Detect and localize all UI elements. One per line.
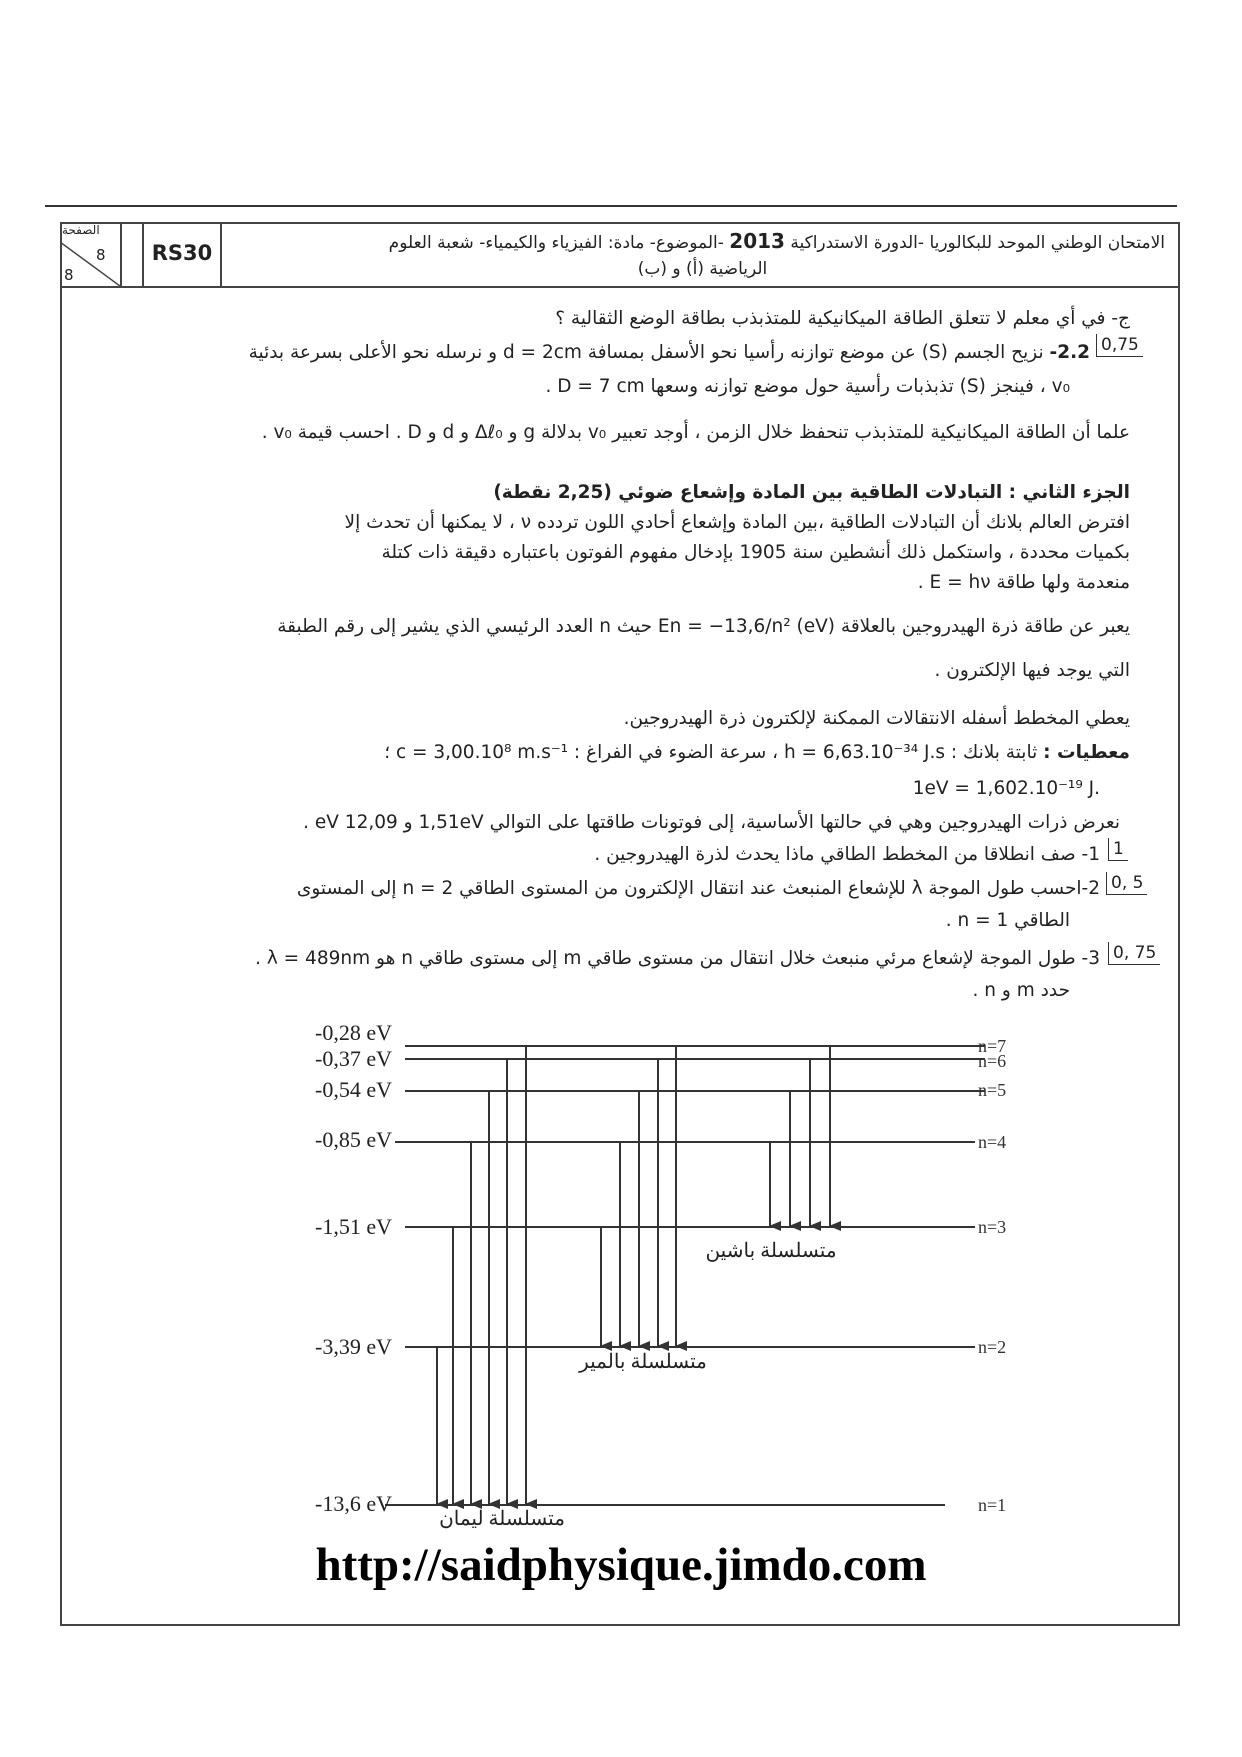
level-label-n6: n=6 xyxy=(978,1051,1007,1071)
header-line2: الرياضية (أ) و (ب) xyxy=(637,259,768,279)
series-label-n3: متسلسلة باشين xyxy=(705,1240,837,1262)
energy-relation: يعبر عن طاقة ذرة الهيدروجين بالعلاقة En = −13,6/n² (eV) حيث n العدد الرئيسي الذي يشير إلى رقم الطبقة xyxy=(277,616,1130,637)
q3-line2: حدد m و n . xyxy=(972,980,1070,1001)
level-label-n5: n=5 xyxy=(978,1080,1007,1100)
level-label-n7: n=7 xyxy=(978,1036,1007,1056)
q2-line2: الطاقي n = 1 . xyxy=(945,910,1070,931)
intro-line2: بكميات محددة ، واستكمل ذلك أنشطين سنة 1905 بإدخال مفهوم الفوتون باعتباره دقيقة ذات كتلة xyxy=(381,542,1130,563)
intro-line1: افترض العالم بلانك أن التبادلات الطاقية ،بين المادة وإشعاع أحادي اللون تردده ν ، لا يمكنها أن تحدث إلا xyxy=(344,512,1130,533)
footer-url[interactable]: http://saidphysique.jimdo.com xyxy=(315,1539,927,1591)
q3-line1: 3- طول الموجة لإشعاع مرئي منبعث خلال انتقال من مستوى طاقي m إلى مستوى طاقي n هو λ = 489nm . xyxy=(255,948,1100,969)
q22-number: 2.2- xyxy=(1049,342,1090,363)
energy-label-n5: -0,54 eV xyxy=(315,1077,392,1102)
energy-label-n3: -1,51 eV xyxy=(315,1214,392,1239)
energy-label-n7: -0,28 eV xyxy=(315,1020,392,1045)
expose-statement: نعرض ذرات الهيدروجين وهي في حالتها الأساسية، إلى فوتونات طاقتها على التوالي 1,51eV و 12,09 eV . xyxy=(303,812,1120,833)
q22-line2: v₀ ، فينجز (S) تذبذبات رأسية حول موضع توازنه وسعها D = 7 cm . xyxy=(545,376,1070,397)
series-label-n1: متسلسلة ليمان xyxy=(439,1508,565,1530)
exam-code: RS30 xyxy=(142,222,222,286)
q3-score: 0, 75 xyxy=(1108,942,1160,965)
page-number: 8 xyxy=(96,246,106,264)
header-line1-b: -الموضوع- مادة: الفيزياء والكيمياء- شعبة العلوم xyxy=(388,233,724,253)
page-label: الصفحة xyxy=(62,223,100,237)
energy-label-n4: -0,85 eV xyxy=(315,1127,392,1152)
energy-label-n2: -3,39 eV xyxy=(315,1334,392,1359)
part2-title: الجزء الثاني : التبادلات الطاقية بين المادة وإشعاع ضوئي (2,25 نقطة) xyxy=(493,482,1130,503)
q2-score: 0, 5 xyxy=(1106,872,1147,895)
q22-line3: علما أن الطاقة الميكانيكية للمتذبذب تنحفظ خلال الزمن ، أوجد تعبير v₀ بدلالة g و Δℓ₀ و d و D . احسب قيمة v₀ . xyxy=(261,422,1130,443)
header-line1-a: الامتحان الوطني الموحد للبكالوريا -الدورة الاستدراكية xyxy=(790,233,1165,253)
energy-relation-2: التي يوجد فيها الإلكترون . xyxy=(934,660,1130,681)
q22-score: 0,75 xyxy=(1096,334,1143,357)
energy-label-n6: -0,37 eV xyxy=(315,1046,392,1071)
energy-label-n1: -13,6 eV xyxy=(315,1491,392,1516)
level-label-n2: n=2 xyxy=(978,1337,1007,1357)
intro-line3: منعدمة ولها طاقة E = hν . xyxy=(917,572,1130,593)
given-data-text: ثابتة بلانك : h = 6,63.10⁻³⁴ J.s ، سرعة الضوء في الفراغ : c = 3,00.10⁸ m.s⁻¹ ؛ xyxy=(384,742,1038,763)
level-label-n1: n=1 xyxy=(978,1495,1007,1515)
level-label-n3: n=3 xyxy=(978,1217,1007,1237)
question-c: ج- في أي معلم لا تتعلق الطاقة الميكانيكية للمتذبذب بطاقة الوضع الثقالية ؟ xyxy=(555,308,1130,329)
series-label-n2: متسلسلة بالمير xyxy=(579,1351,707,1373)
q1-score: 1 xyxy=(1108,838,1128,861)
given-data-label: معطيات : xyxy=(1043,742,1130,763)
level-label-n4: n=4 xyxy=(978,1132,1007,1152)
q1-text: 1- صف انطلاقا من المخطط الطاقي ماذا يحدث لذرة الهيدروجين . xyxy=(594,844,1100,865)
q2-line1: 2-احسب طول الموجة λ للإشعاع المنبعث عند انتقال الإلكترون من المستوى الطاقي n = 2 إلى المستوى xyxy=(296,878,1100,899)
given-ev: .1eV = 1,602.10⁻¹⁹ J xyxy=(912,778,1100,799)
q22-text1: نزيح الجسم (S) عن موضع توازنه رأسيا نحو الأسفل بمسافة d = 2cm و نرسله نحو الأعلى بسرعة بدئية xyxy=(248,342,1044,363)
page-total: 8 xyxy=(64,266,74,284)
diagram-intro: يعطي المخطط أسفله الانتقالات الممكنة لإلكترون ذرة الهيدروجين. xyxy=(623,708,1130,729)
header-year: 2013 xyxy=(729,229,785,253)
